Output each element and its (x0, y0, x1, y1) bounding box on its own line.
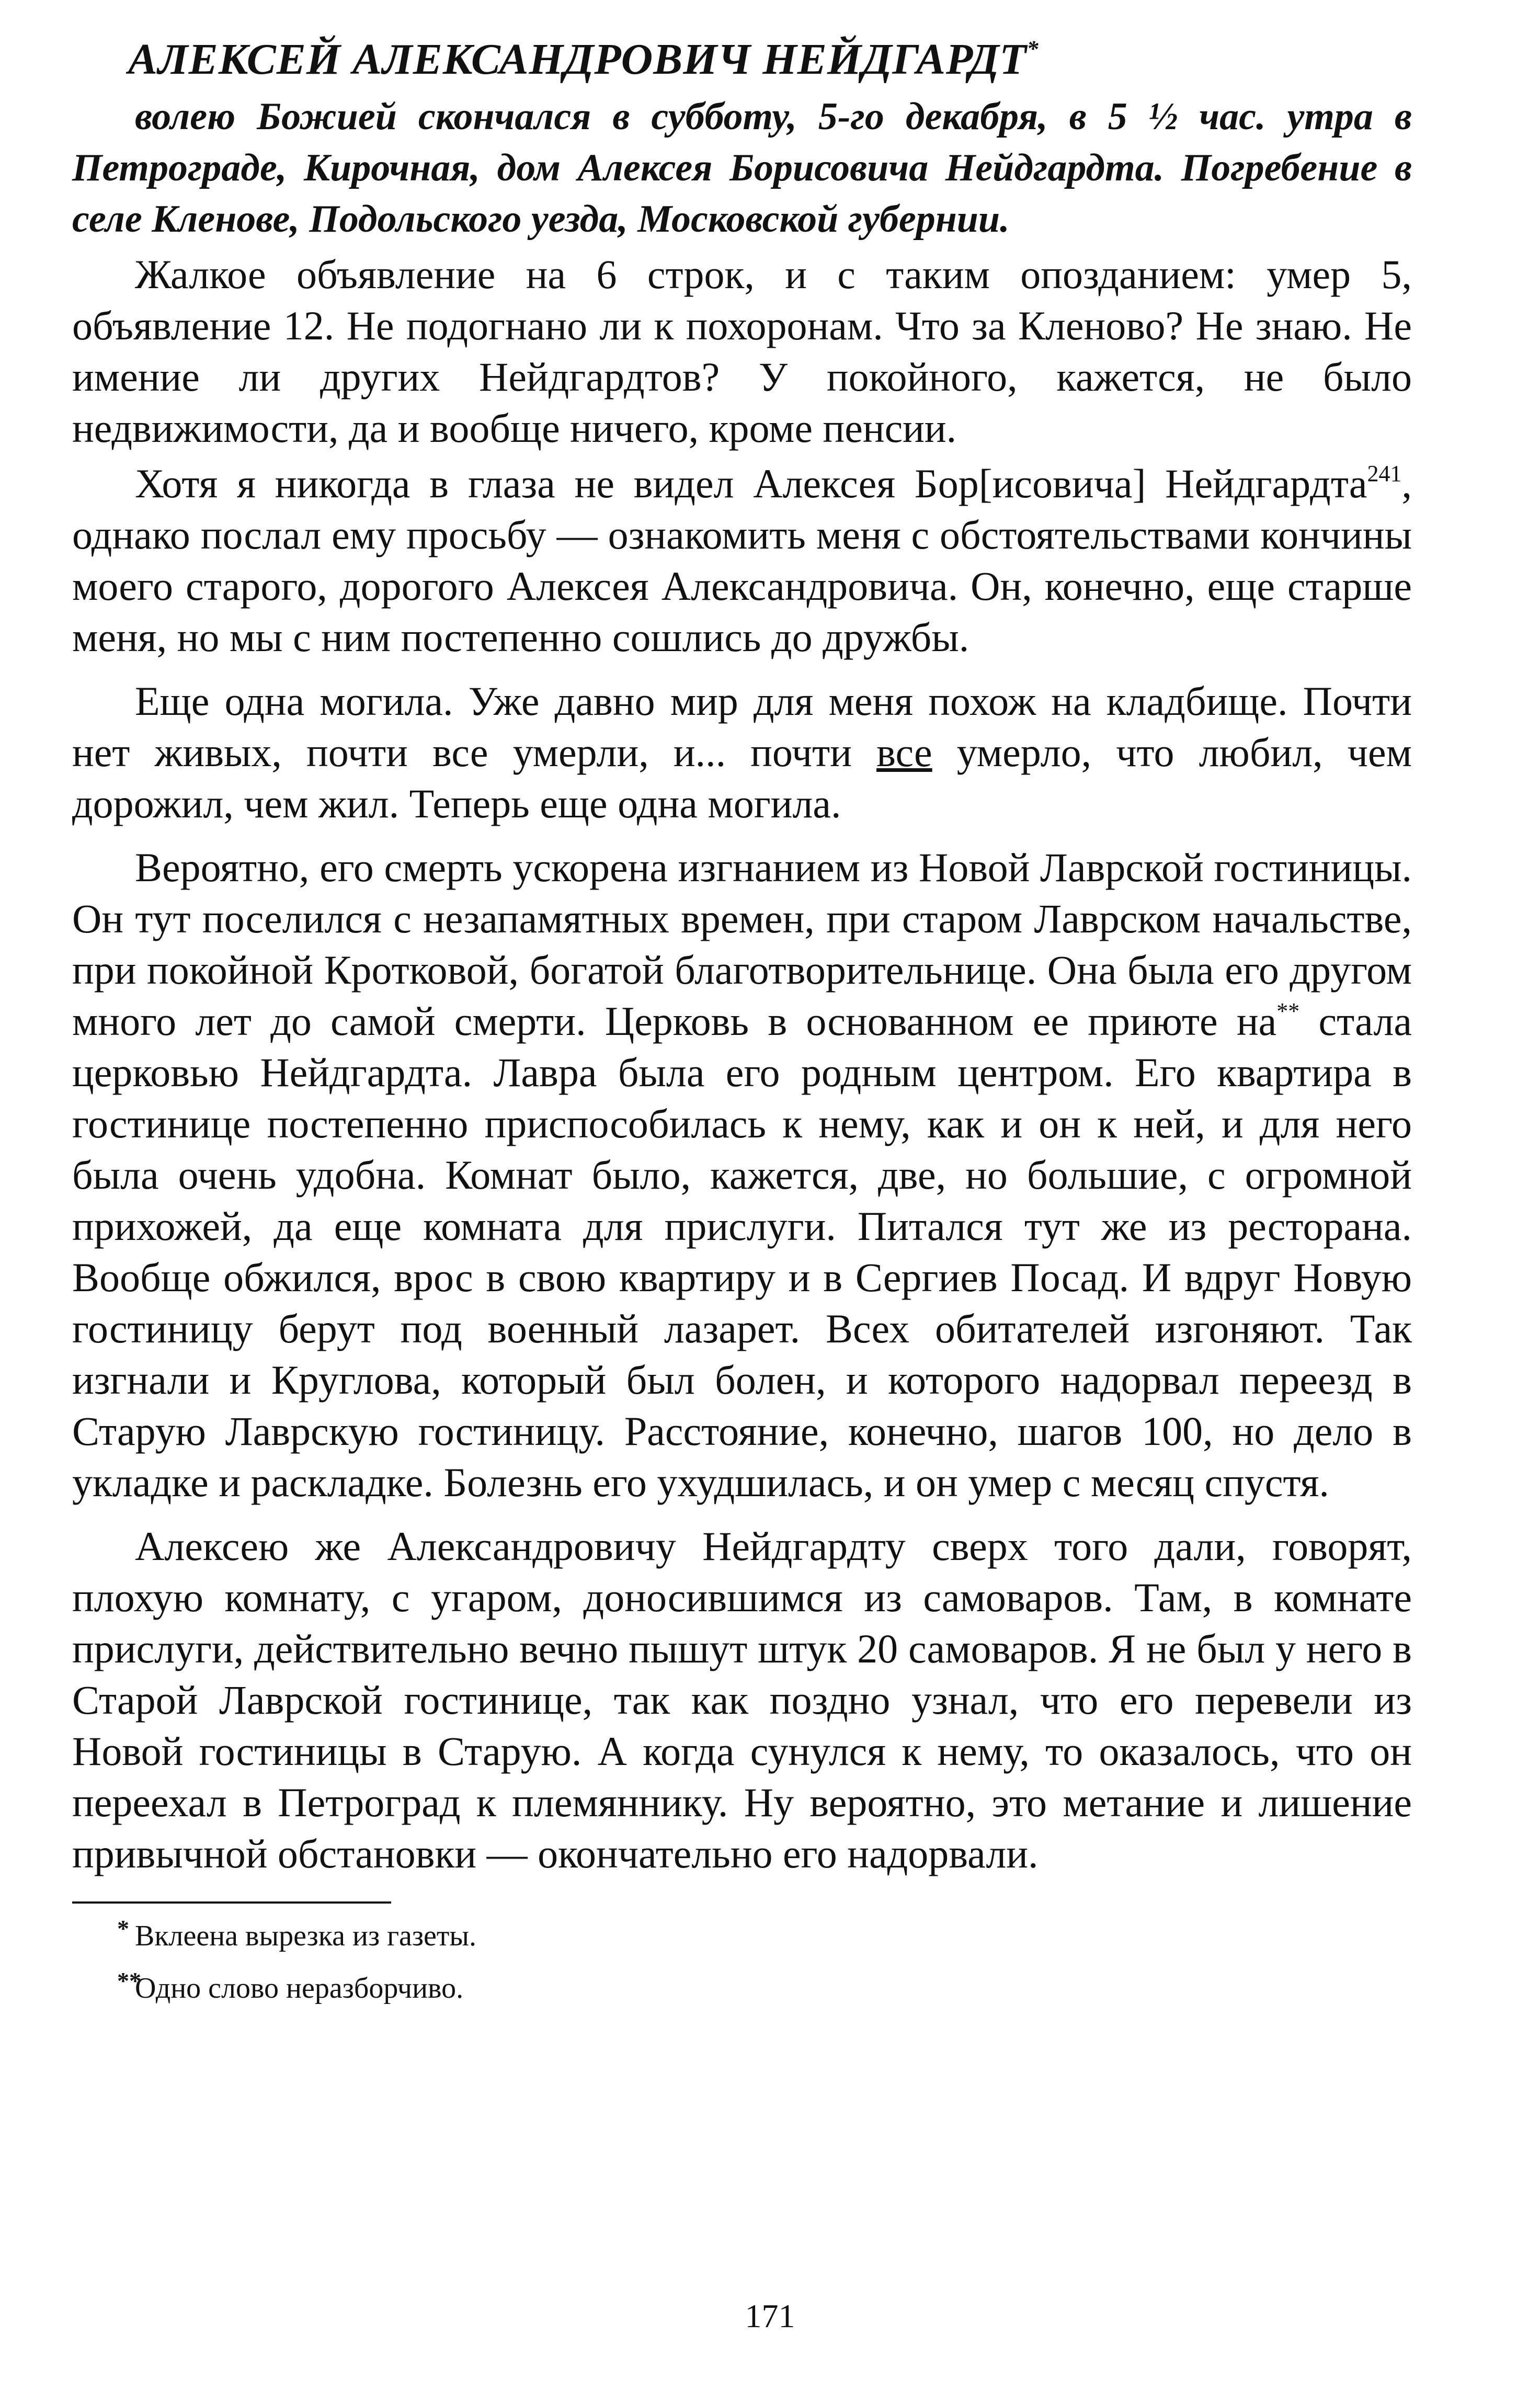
footnote-2-text: Одно слово неразборчиво. (135, 1972, 464, 2004)
paragraph-2-text-a: Хотя я никогда в глаза не видел Алексея Бор[исовича] Нейдгардта (135, 461, 1367, 506)
underlined-word: все (876, 730, 932, 775)
paragraph-4 (72, 842, 1412, 1508)
footnote-ref-double: ** (1276, 998, 1300, 1024)
paragraph-3-text-a: Еще одна могила. Уже давно мир для меня похож на кладбище. Почти нет живых, почти все умерли, и... почти (72, 678, 1412, 775)
paragraph-5: Алексею же Александровичу Нейдгардту сверх того дали, говорят, плохую комнату, с угаром, доносившимся из самоваров. Там, в комнате прислуги, действительно вечно пышут штук 20 самоваров. Я не был у него в Старой Лаврской гостинице, так как поздно узнал, что его перевели из Новой гостиницы в Старую. А когда сунулся к нему, то оказалось, что он переехал в Петроград к племяннику. Ну вероятно, это метание и лишение привычной обстановки — окончательно его надорвали. (72, 1523, 1412, 1876)
heading-footnote-mark: * (1026, 36, 1039, 62)
paragraph-3-text-b: умерло, что любил, чем дорожил, чем жил. Теперь еще одна могила. (72, 730, 1412, 826)
heading-text: АЛЕКСЕЙ АЛЕКСАНДРОВИЧ НЕЙДГАРДТ (128, 35, 1027, 84)
paragraph-4-text-b: стала церковью Нейдгардта. Лавра была его родным центром. Его квартира в гостинице постепенно приспособилась к нему, как и он к ней, и для него была очень удобна. Комнат было, кажется, две, но большие, с огромной прихожей, да еще комната для прислуги. Питался тут же из ресторана. Вообще обжился, врос в свою квартиру и в Сергиев Посад. И вдруг Новую гостиницу берут под военный лазарет. Всех обитателей изгоняют. Так изгнали и Круглова, который был болен, и которого надорвал переезд в Старую Лаврскую гостиницу. Расстояние, конечно, шагов 100, но дело в укладке и раскладке. Болезнь его ухудшилась, и он умер с месяц спустя. (72, 998, 1412, 1505)
footnote-divider (72, 1901, 391, 1904)
paragraph-3 (72, 676, 1412, 829)
footnote-1-mark: * (117, 1915, 129, 1942)
article-heading (128, 31, 1412, 88)
paragraph-2-text-b: , однако послал ему просьбу — ознакомить меня с обстоятельствами кончины моего старого, дорогого Алексея Александровича. Он, конечно, еще старше меня, но мы с ним постепенно сошлись до дружбы. (72, 461, 1412, 660)
page-number: 171 (745, 2297, 795, 2334)
footnote-2-mark: ** (117, 1967, 141, 1994)
paragraph-2 (72, 458, 1412, 663)
obituary-notice: волею Божией скончался в субботу, 5-го декабря, в 5 ½ час. утра в Петрограде, Кирочная, дом Алексея Борисовича Нейдгардта. Погребение в селе Кленове, Подольского уезда, Московской губернии. (72, 95, 1412, 241)
paragraph-1: Жалкое объявление на 6 строк, и с таким опозданием: умер 5, объявление 12. Не подогнано ли к похоронам. Что за Кленово? Не знаю. Не имение ли других Нейдгардтов? У покойного, кажется, не было недвижимости, да и вообще ничего, кроме пенсии. (72, 252, 1412, 451)
page-body (72, 31, 1412, 2008)
paragraph-4-text-a: Вероятно, его смерть ускорена изгнанием из Новой Лаврской гостиницы. Он тут поселился с незапамятных времен, при старом Лаврском начальстве, при покойной Кротковой, богатой благотворительнице. Она была его другом много лет до самой смерти. Церковь в основанном ее приюте на (72, 845, 1412, 1044)
endnote-ref-241: 241 (1367, 461, 1402, 486)
footnote-2 (117, 1967, 1412, 2008)
footnote-1 (117, 1915, 1412, 1956)
footnote-1-text: Вклеена вырезка из газеты. (135, 1920, 476, 1952)
